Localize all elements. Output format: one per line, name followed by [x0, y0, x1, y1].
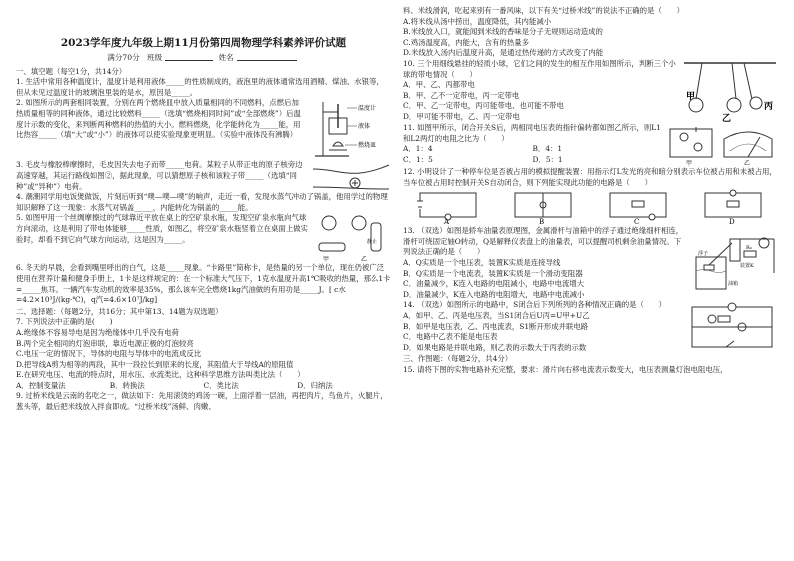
q10-option-a: A．甲、乙、丙都带电 [403, 80, 475, 90]
q13-option-c: C．油量减少，K连入电路的电阻减小，电路中电流增大 [403, 279, 585, 289]
three-balls-figure [682, 59, 778, 123]
label-jia: 甲 [323, 256, 330, 264]
label-liquid: 液体 [358, 123, 371, 131]
q8-choices [16, 381, 391, 392]
voltmeter-circuit-figure [666, 123, 778, 167]
q12-label-d: D [728, 218, 735, 226]
balloon-bottle-figure [315, 213, 391, 263]
section-1-heading: 一、填空题（每空1分，共14分） [16, 66, 127, 76]
q13-option-d: D．油量减少，K连入电路的电阻增大，电路中电流减小 [403, 289, 585, 299]
ball-jia: 甲 [686, 91, 696, 102]
section-2-heading: 二、选择题：（每题2分，共16分；其中第13、14题为双选题） [16, 306, 223, 316]
question-1: 1. 生活中常用各种温度计，温度计是利用液体_____的性质制成的，液泡里的液体通常选用酒精、煤油、水银等，但从未见过温度计的玻璃泡里装的是水，原因是_____。 [16, 77, 384, 97]
page-title: 2023学年度九年级上期11月份第四周物理学科素养评价试题 [60, 37, 347, 49]
q12-label-c: C [633, 218, 640, 226]
question-2: 2. 如图所示的两套相同装置，分别在两个燃烧皿中放入质量相同的不同燃料，点燃后加热质量相等的同种液体，通过比较燃料_____（选填“燃烧相同时间”或“全部燃烧”）后温度计示数的变化，来判断两种燃料的热值的大小。燃料燃烧，化学能转化为_____能，用比热容_____（填“大”或“小”）的液体可以使实验现象更明显。（实验中液体没有沸腾） [16, 98, 301, 140]
q8-choice-c: C．类比法 [203, 380, 239, 390]
question-7: 7. 下列说法中正确的是( ) [16, 317, 113, 327]
name-label: 姓名 [218, 53, 234, 62]
ball-bing: 丙 [764, 101, 774, 112]
label-burner: 燃烧皿 [358, 142, 377, 150]
q14-option-a: A．如甲、乙、丙是电压表，当S1闭合后U丙=U甲+U乙 [403, 310, 590, 320]
question-5: 5. 如图甲用一个丝绸摩擦过的气球靠近平放在桌上的空矿泉水瓶，发现空矿泉水瓶向气球方向滚动，这是利用了带电体能够_____性质，如图乙，将空矿泉水瓶竖着立在桌面上做实验时，却看不到它向气球方向运动，这是因为_____。 [16, 213, 308, 244]
label-r0: R₀ [746, 245, 752, 252]
q14-option-c: C．电路中乙表不能是电压表 [403, 332, 498, 342]
class-blank[interactable] [165, 52, 213, 61]
question-11-row [403, 123, 778, 167]
q12-circuit-b [509, 189, 577, 225]
question-3: 3. 毛皮与橡胶棒摩擦时，毛皮因失去电子而带_____电荷。某粒子从带正电的原子核旁边高速穿越，其运行路线如图②，据此现象，可以猜想原子核和该粒子带_____（选填“同种”或“异种”）电荷。 [16, 160, 303, 191]
q11-option-c: C．1：5 [403, 154, 433, 164]
label-fig-yi: 乙 [744, 159, 751, 167]
full-score: 满分70分 [107, 53, 140, 62]
q8-choice-b: B．转换法 [109, 380, 145, 390]
question-12: 12. 小明设计了一种停车位是否被占用的模拟提醒装置：用指示灯L发光的亮和暗分别表示车位被占用和未被占用，当车位被占用时控制开关S自动闭合，则下列能实现此功能的电路是（ ） [403, 166, 777, 187]
q12-circuits [403, 189, 778, 225]
ball-yi: 乙 [722, 113, 732, 123]
question-5-row [16, 213, 391, 263]
q9-option-a: A.将米线从汤中捞出，温度降低，其内能减小 [403, 16, 552, 26]
label-device-k: 装置K [740, 263, 754, 270]
particle-path-figure [311, 160, 391, 192]
label-float: 浮子 [698, 251, 709, 258]
q9-option-b: B.米线放入口，就能闻到米线的香味是分子无规则运动造成的 [403, 27, 603, 37]
question-13-row [403, 226, 778, 300]
question-2-row [16, 98, 391, 160]
q11-option-d: D．5：1 [532, 154, 563, 164]
question-13: 13. （双选）如图是轿车油量表原理图，金属滑杆与油箱中的浮子通过绝缘细杆相连，滑杆可绕固定轴O转动，Q是解释仪表盘上的油量表，可以提醒司机剩余油量情况。下列说法正确的是（ ） [403, 226, 684, 257]
question-15: 15. 请将下图的实物电路补充完整，要求：滑片向右移电流表示数变大，电压表测量灯泡电阻电压， [403, 364, 728, 374]
q7-option-a: A.绝缘体不容易导电是因为绝缘体中几乎没有电荷 [16, 327, 179, 337]
class-label: 班级 [146, 53, 163, 62]
right-column [403, 6, 778, 561]
score-class-name-line [16, 52, 391, 64]
q11-option-a: A．1：4 [403, 144, 433, 154]
q9-option-d: D.米线放入汤内后温度升高，是通过热传递的方式改变了内能 [403, 48, 604, 58]
burner-figure [309, 98, 391, 160]
question-9: 9. 过桥米线是云南的名吃之一，做法如下：先用滚烫的鸡汤一碗，上面浮着一层油，再把肉片，鸟鱼片，火腿片，葱头等，最后把米线放入拌食即成。“过桥米线”汤鲜、肉嫩、 [16, 391, 388, 412]
question-14-row [403, 300, 778, 353]
question-6: 6. 冬天的早晨，会看到嘴里呼出的白气，这是_____现象。“卡路里”简称卡，是热量的另一个单位，现在仍被广泛使用在营养计量和健身手册上，1卡是这样规定的：在一个标准大气压下，1克水温度升高1℃吸收的热量，那么1卡=_____焦耳。一辆汽车发动机的效率是35%，那么该车完全燃烧1kg汽油做的有用功是_____J。[ c水=4.2×10³J/(kg·℃)，q汽=4.6×10⁷J/kg] [16, 263, 391, 305]
q10-option-c: C．甲、乙一定带电，丙可能带电、也可能不带电 [403, 101, 564, 111]
q12-circuit-a [414, 189, 482, 225]
q8-text: E.在研究电压、电流的特点时，用水压、水流类比，这种科学思维方法叫类比法（ ） [16, 370, 305, 380]
q7-option-d: D.把导线A剪为相等的两段，其中一段拉长到原来的长度，其阻值大于导线A的原阻值 [16, 359, 294, 369]
label-tank: 油箱 [728, 281, 739, 288]
question-10-row [403, 59, 778, 123]
fuel-gauge-figure [692, 226, 778, 300]
q14-option-d: D．如果电路是并联电路，则乙表的示数大于丙表的示数 [403, 342, 587, 352]
question-14: 14. （双选）如图所示的电路中，S闭合后下列所列的各种情况正确的是（ ） [403, 300, 667, 310]
q9-option-c: C.鸡汤温度高，内能大，含有的热量多 [403, 37, 529, 47]
q12-circuit-c [604, 189, 672, 225]
q12-label-a: A [444, 218, 450, 226]
label-yi: 乙 [361, 256, 368, 264]
section-3-heading: 三、作图题：（每题2分，共4分） [403, 354, 513, 364]
q7-option-c: C.电压一定的情况下，导体的电阻与导体中的电流成反比 [16, 349, 202, 359]
label-fig-jia: 甲 [686, 159, 693, 167]
name-blank[interactable] [237, 52, 297, 61]
q12-label-b: B [539, 218, 545, 226]
meter-circuit-figure [686, 300, 778, 353]
q13-option-a: A．Q实质是一个电压表，装置K实质是连接导线 [403, 257, 561, 267]
q12-circuit-d [699, 189, 767, 225]
question-11: 11. 如图甲所示，闭合开关S后，两相同电压表的指针偏转都如图乙所示，则L1和L2两灯的电阻之比为（ ） [403, 122, 661, 143]
q14-option-b: B．如甲是电压表，乙、丙电流表，S1断开形成并联电路 [403, 321, 589, 331]
q10-option-d: D．甲可能不带电，乙、丙一定带电 [403, 111, 520, 121]
left-column [16, 6, 391, 561]
q11-options [403, 144, 662, 165]
q13-option-b: B．Q实质是一个电流表，装置K实质是一个滑动变阻器 [403, 268, 583, 278]
q11-option-b: B．4：1 [532, 144, 563, 154]
question-3-row [16, 160, 391, 192]
q10-option-b: B．甲、乙不一定带电，丙一定带电 [403, 90, 520, 100]
question-4: 4. 潮潮同学用电饭煲做饭，片刻后听到“噗—噗—噗”的响声，走近一看，发现水蒸气冲动了锅盖，他用学过的物理知识解释了这一现象：水蒸气对锅盖_____，内能转化为锅盖的_____能。 [16, 192, 388, 212]
label-thermometer: 温度计 [358, 105, 377, 113]
question-9-cont: 料、米线滑润，吃起来别有一番风味，以下有关“过桥米线”的说法不正确的是（ ） [403, 6, 685, 15]
q8-choice-a: A．控制变量法 [16, 380, 66, 390]
q8-choice-d: D．归纳法 [297, 380, 333, 390]
question-10: 10. 三个用细线悬挂的轻质小球，它们之间的发生的相互作用如图所示，判断三个小球的带电情况（ ） [403, 58, 676, 79]
label-static: 静止 [367, 239, 378, 246]
q7-option-b: B.两个完全相同的灯泡串联，靠近电源正极的灯泡较亮 [16, 338, 194, 348]
